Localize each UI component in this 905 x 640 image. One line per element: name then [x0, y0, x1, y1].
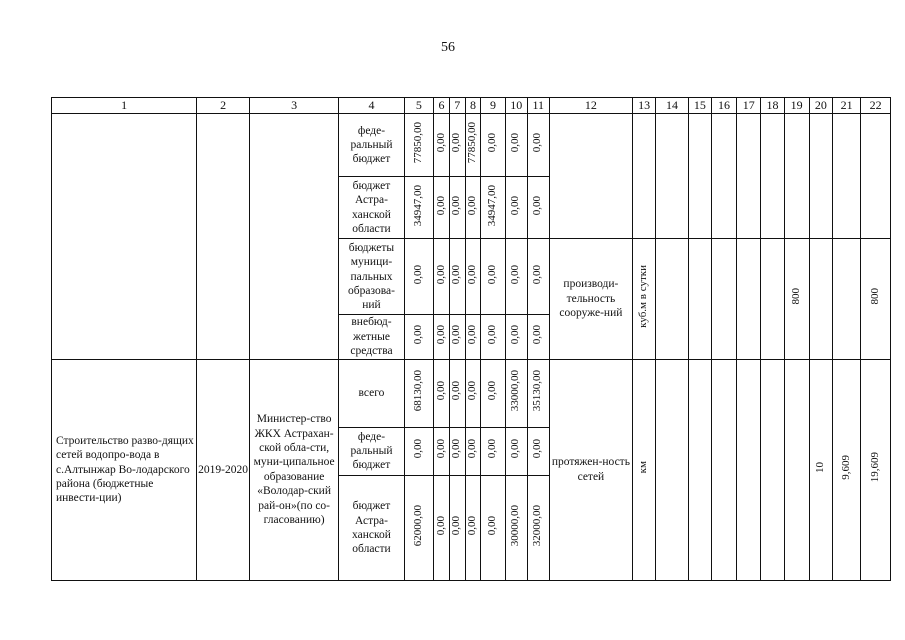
value-cell: 0,00: [434, 114, 450, 177]
header-cell: 20: [809, 98, 832, 114]
header-cell: 1: [52, 98, 197, 114]
value-cell: 0,00: [505, 177, 527, 239]
value-cell: 0,00: [527, 114, 549, 177]
value-cell: 19,609: [861, 359, 891, 580]
period-cell: 2019-2020: [197, 359, 250, 580]
value-cell: 0,00: [434, 177, 450, 239]
value-cell: 0,00: [481, 114, 505, 177]
value-cell: 62000,00: [404, 475, 433, 580]
header-cell: 9: [481, 98, 505, 114]
value-cell: 0,00: [481, 427, 505, 475]
header-cell: 8: [465, 98, 481, 114]
value-cell: 34947,00: [404, 177, 433, 239]
value-cell: 0,00: [465, 315, 481, 359]
investment-table: [51, 97, 891, 581]
header-cell: 2: [197, 98, 250, 114]
header-row: [52, 98, 891, 114]
value-cell: 0,00: [434, 427, 450, 475]
value-cell: 10: [809, 359, 832, 580]
header-cell: 13: [632, 98, 655, 114]
header-cell: 6: [434, 98, 450, 114]
value-cell: 800: [784, 239, 809, 359]
value-cell: 0,00: [449, 239, 465, 315]
funding-source: всего: [339, 359, 404, 427]
funding-source: внебюд-жетные средства: [339, 315, 404, 359]
value-cell: 0,00: [465, 359, 481, 427]
header-cell: 5: [404, 98, 433, 114]
value-cell: 0,00: [481, 359, 505, 427]
empty-cell: [52, 114, 197, 360]
unit-cell: км: [632, 359, 655, 580]
header-cell: 12: [549, 98, 632, 114]
value-cell: 0,00: [527, 315, 549, 359]
value-cell: 0,00: [465, 177, 481, 239]
table-row: [52, 114, 891, 177]
funding-source: феде-ральный бюджет: [339, 114, 404, 177]
value-cell: 68130,00: [404, 359, 433, 427]
value-cell: 0,00: [505, 427, 527, 475]
value-cell: 0,00: [505, 239, 527, 315]
header-cell: 3: [249, 98, 338, 114]
empty-cell: [549, 114, 632, 239]
value-cell: 32000,00: [527, 475, 549, 580]
value-cell: 0,00: [465, 427, 481, 475]
value-cell: 0,00: [527, 177, 549, 239]
value-cell: 0,00: [505, 114, 527, 177]
executor-cell: Министер-ство ЖКХ Астрахан-ской обла-сти, муни-ципальное образование «Володар-ский рай-он»(по со-гласованию): [249, 359, 338, 580]
funding-source: бюджет Астра-ханской области: [339, 177, 404, 239]
funding-source: феде-ральный бюджет: [339, 427, 404, 475]
indicator-name: протяжен-ность сетей: [549, 359, 632, 580]
project-name: Строительство разво-дящих сетей водопро-вода в с.Алтынжар Во-лодарского района (бюджетные инвести-ции): [52, 359, 197, 580]
value-cell: 33000,00: [505, 359, 527, 427]
value-cell: 0,00: [505, 315, 527, 359]
value-cell: 35130,00: [527, 359, 549, 427]
value-cell: 0,00: [404, 427, 433, 475]
value-cell: 9,609: [832, 359, 860, 580]
value-cell: 0,00: [481, 239, 505, 315]
value-cell: 0,00: [434, 359, 450, 427]
value-cell: 800: [861, 239, 891, 359]
value-cell: 30000,00: [505, 475, 527, 580]
header-cell: 14: [656, 98, 689, 114]
header-cell: 19: [784, 98, 809, 114]
value-cell: 0,00: [527, 239, 549, 315]
value-cell: 0,00: [434, 475, 450, 580]
header-cell: 21: [832, 98, 860, 114]
indicator-name: производи-тельность сооруже-ний: [549, 239, 632, 359]
empty-cell: [197, 114, 250, 360]
table-row: [52, 359, 891, 427]
value-cell: 0,00: [449, 114, 465, 177]
value-cell: 0,00: [434, 315, 450, 359]
value-cell: 0,00: [449, 427, 465, 475]
header-cell: 22: [861, 98, 891, 114]
empty-cell: [249, 114, 338, 360]
value-cell: 0,00: [481, 315, 505, 359]
value-cell: 0,00: [404, 239, 433, 315]
value-cell: 0,00: [449, 359, 465, 427]
value-cell: 0,00: [465, 475, 481, 580]
value-cell: 0,00: [481, 475, 505, 580]
header-cell: 16: [711, 98, 736, 114]
value-cell: 0,00: [449, 475, 465, 580]
value-cell: 0,00: [434, 239, 450, 315]
value-cell: 77850,00: [404, 114, 433, 177]
funding-source: бюджеты муници-пальных образова-ний: [339, 239, 404, 315]
value-cell: 0,00: [527, 427, 549, 475]
header-cell: 11: [527, 98, 549, 114]
page-number: 56: [441, 40, 455, 55]
value-cell: 0,00: [404, 315, 433, 359]
header-cell: 18: [761, 98, 784, 114]
value-cell: 0,00: [449, 177, 465, 239]
value-cell: 0,00: [449, 315, 465, 359]
value-cell: 34947,00: [481, 177, 505, 239]
funding-source: бюджет Астра-ханской области: [339, 475, 404, 580]
header-cell: 17: [737, 98, 761, 114]
header-cell: 7: [449, 98, 465, 114]
value-cell: 77850,00: [465, 114, 481, 177]
header-cell: 10: [505, 98, 527, 114]
header-cell: 4: [339, 98, 404, 114]
header-cell: 15: [688, 98, 711, 114]
unit-cell: куб.м в сутки: [632, 239, 655, 359]
value-cell: 0,00: [465, 239, 481, 315]
